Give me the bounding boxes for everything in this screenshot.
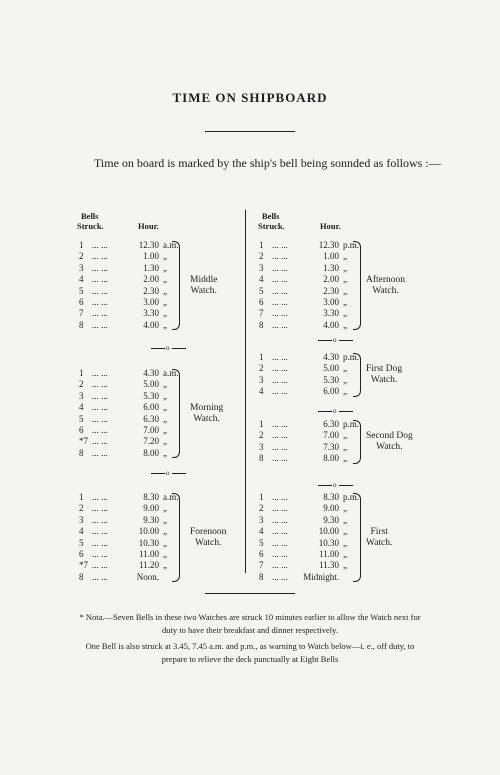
watch-brace xyxy=(353,241,361,330)
bottom-rule xyxy=(205,593,295,594)
watch-brace xyxy=(172,369,180,458)
bell-time: 9.00 xyxy=(143,503,159,514)
bell-dots: ... ... xyxy=(272,548,288,559)
bell-unit: p.m. xyxy=(343,240,360,250)
bell-unit: a.m. xyxy=(163,240,179,250)
bell-bell: 8 xyxy=(79,447,84,458)
column-separator xyxy=(245,210,246,573)
bell-bell: 5 xyxy=(79,285,84,296)
bell-time: 5.30 xyxy=(323,374,339,385)
bell-bell: 6 xyxy=(79,548,84,559)
bell-time: 3.30 xyxy=(143,308,159,319)
bell-unit: „ xyxy=(343,296,347,307)
bell-time: 7.00 xyxy=(323,430,339,441)
bell-dots: ... ... xyxy=(272,526,288,537)
bell-unit: „ xyxy=(163,514,167,525)
bell-time: 4.30 xyxy=(323,352,339,362)
bell-time: 11.00 xyxy=(139,548,159,559)
bell-unit: „ xyxy=(343,274,347,285)
bell-bell: 5 xyxy=(79,537,84,548)
bell-time: 2.30 xyxy=(143,285,159,296)
bell-bell: 8 xyxy=(259,453,264,464)
bell-dots: ... ... xyxy=(272,274,288,285)
bell-unit: „ xyxy=(163,274,167,285)
bell-unit: „ xyxy=(343,374,347,385)
bell-unit: „ xyxy=(343,319,347,330)
bell-dots: ... ... xyxy=(272,308,288,319)
bell-dots: ... ... xyxy=(92,503,108,514)
bell-unit: „ xyxy=(343,285,347,296)
bell-bell: *7 xyxy=(79,560,88,571)
bell-bell: 2 xyxy=(79,379,84,390)
bell-time: 8.30 xyxy=(143,492,159,502)
bell-unit: „ xyxy=(163,262,167,273)
bell-dots: ... ... xyxy=(272,262,288,273)
bell-time: 6.00 xyxy=(143,402,159,413)
bell-time: 6.30 xyxy=(143,413,159,424)
watch-name: Second Dog Watch. xyxy=(366,430,413,452)
bell-dots: ... ... xyxy=(272,374,288,385)
bell-bell: 8 xyxy=(79,571,84,582)
bell-time: 8.30 xyxy=(323,492,339,502)
bell-time: 10.30 xyxy=(138,537,159,548)
bell-time: 5.30 xyxy=(143,390,159,401)
bell-bell: 2 xyxy=(259,363,264,374)
bell-dots: ... ... xyxy=(92,390,108,401)
bell-bell: 7 xyxy=(79,308,84,319)
bell-unit: „ xyxy=(163,424,167,435)
bell-dots: ... ... xyxy=(272,503,288,514)
bell-dots: ... ... xyxy=(92,262,108,273)
bell-bell: 3 xyxy=(259,441,264,452)
bell-dots: ... ... xyxy=(92,560,108,571)
bell-dots: ... ... xyxy=(272,285,288,296)
bell-unit: „ xyxy=(163,251,167,262)
bell-unit: „ xyxy=(343,430,347,441)
bell-bell: 6 xyxy=(259,296,264,307)
watch-name: First Dog Watch. xyxy=(366,363,403,385)
bell-unit: „ xyxy=(163,308,167,319)
bell-time: 10.00 xyxy=(318,526,339,537)
bell-dots: ... ... xyxy=(272,363,288,374)
bell-dots: ... ... xyxy=(92,319,108,330)
bell-time: 7.00 xyxy=(143,424,159,435)
bell-bell: 3 xyxy=(79,390,84,401)
bell-bell: 1 xyxy=(259,352,264,362)
left-hour-header: Hour. xyxy=(138,221,159,231)
bell-time: 12.30 xyxy=(138,240,159,250)
bell-time: 4.00 xyxy=(143,319,159,330)
bell-bell: 3 xyxy=(259,374,264,385)
bell-unit: „ xyxy=(343,503,347,514)
bell-dots: ... ... xyxy=(92,514,108,525)
bell-dots: ... ... xyxy=(272,492,288,502)
bell-unit: „ xyxy=(343,514,347,525)
bell-bell: *7 xyxy=(79,436,88,447)
page-title: TIME ON SHIPBOARD xyxy=(172,90,328,105)
bell-time: 8.00 xyxy=(143,447,159,458)
bell-bell: 7 xyxy=(259,308,264,319)
bell-dots: ... ... xyxy=(92,274,108,285)
watch-name: Afternoon Watch. xyxy=(366,274,406,296)
bell-bell: 3 xyxy=(79,262,84,273)
bell-unit: a.m. xyxy=(163,368,179,378)
bell-time: 9.00 xyxy=(323,503,339,514)
bell-bell: 3 xyxy=(259,262,264,273)
watch-brace xyxy=(353,420,361,464)
bell-time: 7.20 xyxy=(143,436,159,447)
bell-bell: 3 xyxy=(79,514,84,525)
bell-time: 6.30 xyxy=(323,419,339,429)
bell-bell: 6 xyxy=(259,548,264,559)
bell-time: 4.30 xyxy=(143,368,159,378)
bell-dots: ... ... xyxy=(92,308,108,319)
left-bells-header: Bells Struck. xyxy=(77,211,104,231)
bell-unit: „ xyxy=(343,548,347,559)
bell-unit: „ xyxy=(163,413,167,424)
bell-dots: ... ... xyxy=(272,296,288,307)
bell-bell: 8 xyxy=(259,571,264,582)
bell-unit: „ xyxy=(343,251,347,262)
bell-unit: „ xyxy=(163,379,167,390)
bell-bell: 1 xyxy=(259,492,264,502)
watch-brace xyxy=(172,493,180,582)
bell-dots: ... ... xyxy=(272,441,288,452)
bell-time: 3.00 xyxy=(323,296,339,307)
bell-bell: 1 xyxy=(259,240,264,250)
bell-dots: ... ... xyxy=(92,447,108,458)
bell-unit: „ xyxy=(343,386,347,397)
bell-time: 9.30 xyxy=(143,514,159,525)
bell-unit: „ xyxy=(343,262,347,273)
bell-unit: „ xyxy=(163,402,167,413)
bell-bell: 3 xyxy=(259,514,264,525)
bell-dots: ... ... xyxy=(92,526,108,537)
bell-time: 3.30 xyxy=(323,308,339,319)
bell-unit: „ xyxy=(343,453,347,464)
bell-dots: ... ... xyxy=(92,548,108,559)
bell-unit: „ xyxy=(163,436,167,447)
title-rule xyxy=(205,131,295,132)
bell-bell: 1 xyxy=(79,368,84,378)
watch-name: Middle Watch. xyxy=(190,274,218,296)
watch-name: Morning Watch. xyxy=(190,402,224,424)
bell-bell: 4 xyxy=(79,526,84,537)
bell-time: 1.30 xyxy=(323,262,339,273)
bell-dots: ... ... xyxy=(92,492,108,502)
bell-dots: ... ... xyxy=(272,537,288,548)
bell-bell: 4 xyxy=(79,402,84,413)
bell-time: Noon. xyxy=(136,571,159,582)
bell-time: 2.30 xyxy=(323,285,339,296)
bell-unit: „ xyxy=(343,441,347,452)
bell-time: 12.30 xyxy=(318,240,339,250)
bell-bell: 1 xyxy=(79,240,84,250)
bell-bell: 1 xyxy=(79,492,84,502)
bell-dots: ... ... xyxy=(92,424,108,435)
bell-unit: „ xyxy=(163,526,167,537)
bell-dots: ... ... xyxy=(92,436,108,447)
bell-time: 11.00 xyxy=(319,548,339,559)
bell-unit: „ xyxy=(163,537,167,548)
bell-dots: ... ... xyxy=(272,560,288,571)
bell-unit: p.m. xyxy=(343,419,360,429)
bell-dots: ... ... xyxy=(272,319,288,330)
bell-time: 2.00 xyxy=(323,274,339,285)
bell-bell: 2 xyxy=(259,503,264,514)
bell-unit: „ xyxy=(343,537,347,548)
bell-bell: 6 xyxy=(79,424,84,435)
right-hour-header: Hour. xyxy=(320,221,341,231)
bell-unit: „ xyxy=(343,308,347,319)
bell-dots: ... ... xyxy=(92,296,108,307)
bell-bell: 5 xyxy=(259,285,264,296)
bell-dots: ... ... xyxy=(272,386,288,397)
intro-paragraph: Time on board is marked by the ship's bell being sonnded as follows :— xyxy=(94,156,441,170)
bell-bell: 8 xyxy=(259,319,264,330)
bell-dots: ... ... xyxy=(92,285,108,296)
bell-unit: „ xyxy=(343,363,347,374)
bell-bell: 4 xyxy=(259,274,264,285)
bell-time: 9.30 xyxy=(323,514,339,525)
watch-name: First Watch. xyxy=(366,526,393,548)
bell-bell: 2 xyxy=(259,430,264,441)
bell-time: 5.00 xyxy=(143,379,159,390)
bell-bell: 5 xyxy=(259,537,264,548)
watch-brace xyxy=(353,493,361,582)
bell-unit: „ xyxy=(163,296,167,307)
bell-time: 11.20 xyxy=(139,560,159,571)
watch-brace xyxy=(172,241,180,330)
bell-dots: ... ... xyxy=(272,352,288,362)
bell-bell: 5 xyxy=(79,413,84,424)
bell-time: 1.30 xyxy=(143,262,159,273)
bell-time: 8.00 xyxy=(323,453,339,464)
bell-unit: „ xyxy=(163,503,167,514)
bell-bell: 2 xyxy=(79,503,84,514)
right-bells-header: Bells Struck. xyxy=(258,211,285,231)
watch-brace xyxy=(353,353,361,397)
bell-bell: 7 xyxy=(259,560,264,571)
bell-time: 7.30 xyxy=(323,441,339,452)
bell-unit: p.m. xyxy=(343,352,360,362)
bell-unit: a.m. xyxy=(163,492,179,502)
bell-time: 1.00 xyxy=(143,251,159,262)
bell-dots: ... ... xyxy=(92,571,108,582)
bell-time: 2.00 xyxy=(143,274,159,285)
bell-dots: ... ... xyxy=(92,251,108,262)
bell-dots: ... ... xyxy=(92,368,108,378)
bell-bell: 6 xyxy=(79,296,84,307)
bell-bell: 4 xyxy=(259,526,264,537)
bell-dots: ... ... xyxy=(272,251,288,262)
bell-bell: 2 xyxy=(259,251,264,262)
bell-unit: „ xyxy=(163,390,167,401)
footnote-second: One Bell is also struck at 3.45, 7.45 a.m. and p.m., as warning to Watch below—i. e., off duty, to prepare to relieve the deck punctually at Eight Bells xyxy=(85,641,415,664)
bell-dots: ... ... xyxy=(272,240,288,250)
bell-dots: ... ... xyxy=(92,413,108,424)
bell-unit: „ xyxy=(163,319,167,330)
bell-time: Midnight. xyxy=(303,571,339,582)
bell-time: 10.00 xyxy=(138,526,159,537)
bell-time: 6.00 xyxy=(323,386,339,397)
bell-unit: „ xyxy=(163,447,167,458)
bell-dots: ... ... xyxy=(92,379,108,390)
watch-name: Forenoon Watch. xyxy=(190,526,227,548)
bell-time: 10.30 xyxy=(318,537,339,548)
bell-time: 5.00 xyxy=(323,363,339,374)
bell-unit: „ xyxy=(343,560,347,571)
bell-unit: „ xyxy=(163,285,167,296)
bell-unit: p.m. xyxy=(343,492,360,502)
bell-dots: ... ... xyxy=(272,453,288,464)
bell-unit: „ xyxy=(163,560,167,571)
bell-dots: ... ... xyxy=(92,240,108,250)
bell-bell: 4 xyxy=(79,274,84,285)
bell-time: 1.00 xyxy=(323,251,339,262)
bell-unit: „ xyxy=(343,526,347,537)
footnote: * Nota.—Seven Bells in these two Watches are struck 10 minutes earlier to allow the Watch next for duty to have their breakfast and dinner respectively. xyxy=(79,612,421,635)
bell-dots: ... ... xyxy=(272,514,288,525)
bell-time: 11.30 xyxy=(319,560,339,571)
bell-bell: 8 xyxy=(79,319,84,330)
bell-dots: ... ... xyxy=(272,430,288,441)
bell-time: 4.00 xyxy=(323,319,339,330)
bell-time: 3.00 xyxy=(143,296,159,307)
bell-dots: ... ... xyxy=(92,537,108,548)
bell-unit: „ xyxy=(163,548,167,559)
bell-dots: ... ... xyxy=(272,419,288,429)
bell-bell: 4 xyxy=(259,386,264,397)
bell-bell: 2 xyxy=(79,251,84,262)
bell-dots: ... ... xyxy=(92,402,108,413)
bell-dots: ... ... xyxy=(272,571,288,582)
bell-bell: 1 xyxy=(259,419,264,429)
